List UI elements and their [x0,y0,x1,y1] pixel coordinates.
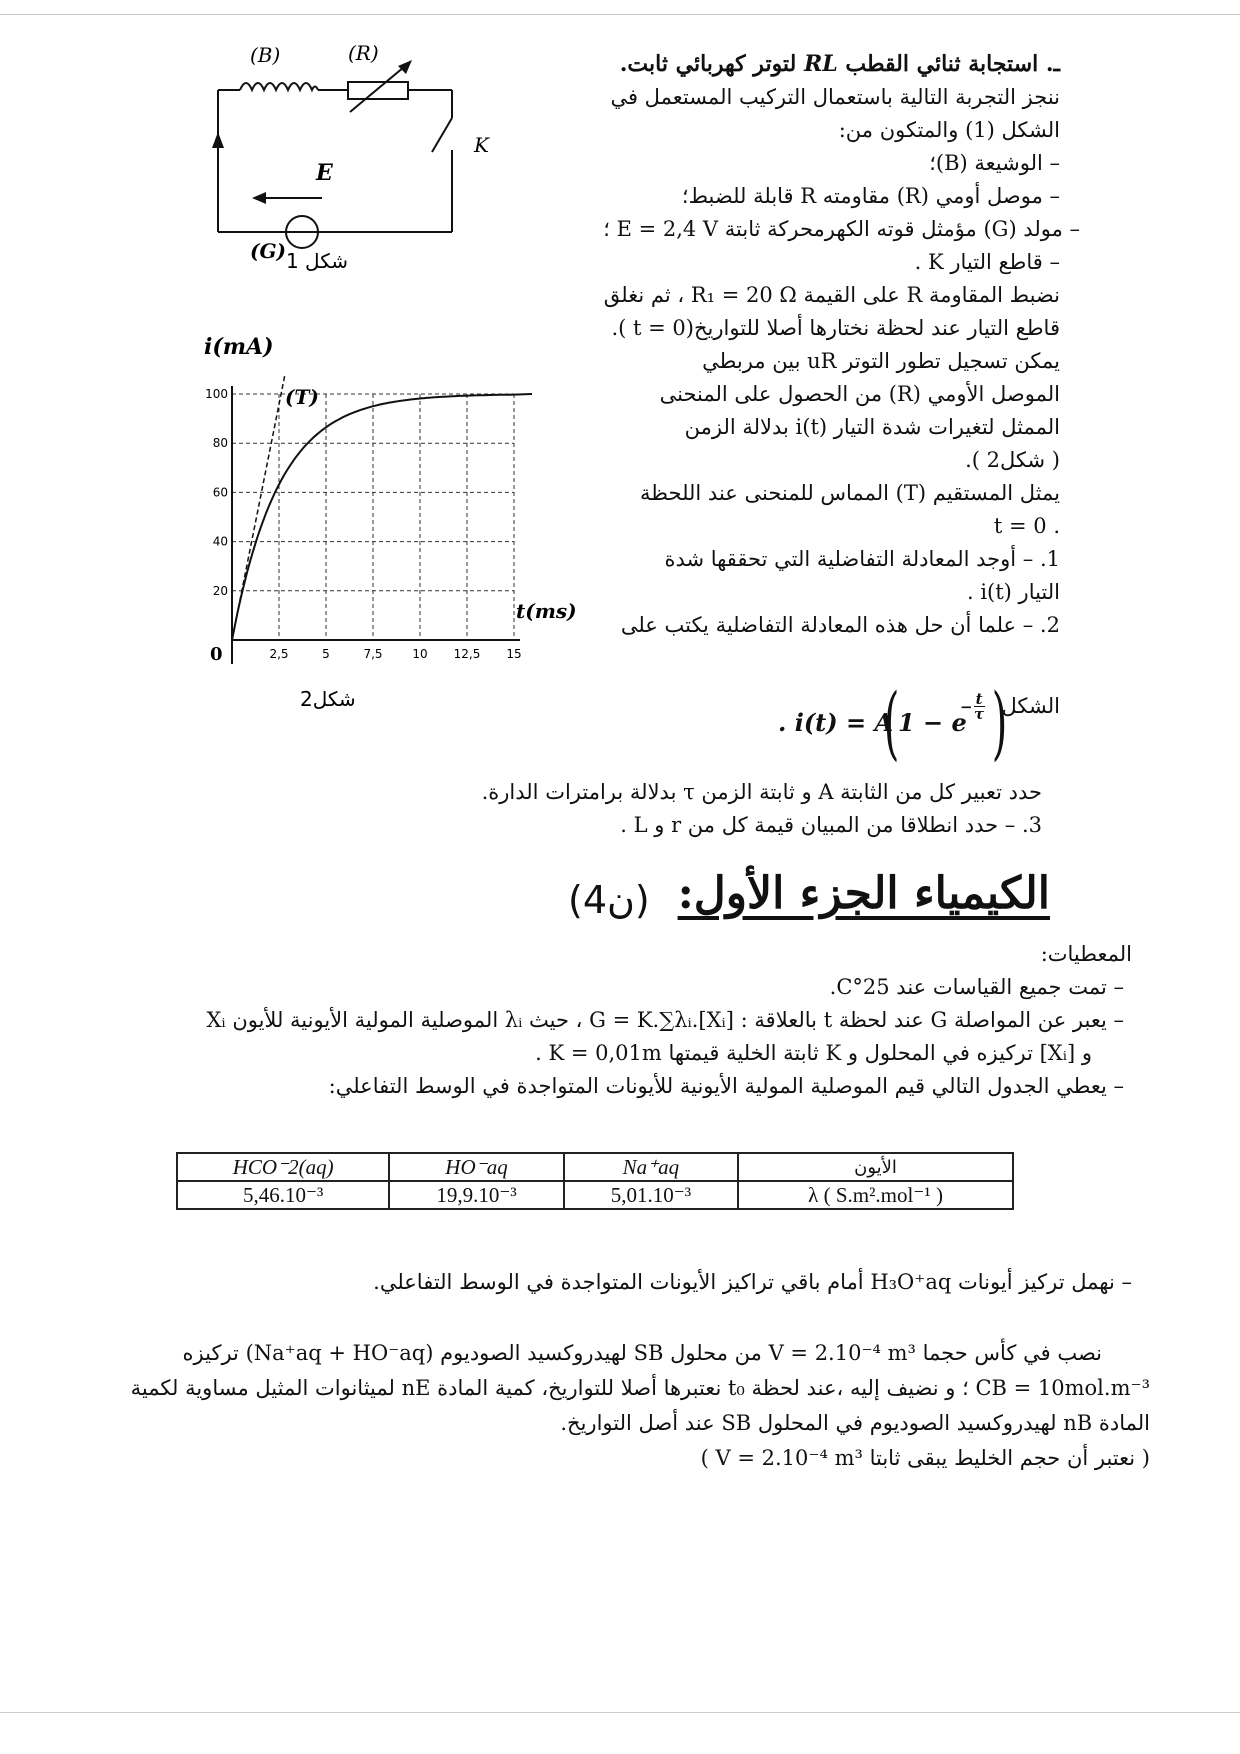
physics-line: التيار i(t) . [966,580,1060,604]
top-border-line [0,14,1240,15]
physics-line: حدد تعبير كل من الثابتة A و ثابتة الزمن τ بدلالة برامترات الدارة. [481,780,1042,804]
origin-label: 0 [210,644,223,665]
physics-line: – مولد (G) مؤمثل قوته الكهرمحركة ثابتة E = 2,4 V ؛ [603,217,1080,241]
y-tick-label: 100 [205,387,228,401]
physics-line: 3. – حدد انطلاقا من المبيان قيمة كل من r و L . [620,813,1042,837]
y-tick-label: 40 [212,534,228,549]
arrow-e-head [252,192,266,204]
y-axis-title: i(mA) [204,334,274,360]
x-tick-label: 10 [412,647,428,661]
table-cell: λ ( S.m².mol⁻¹ ) [738,1181,1013,1209]
y-tick-label: 60 [212,485,228,500]
conductivity-table [176,1152,1014,1210]
chemistry-title: الكيمياء الجزء الأول: [677,868,1050,919]
data-bullet: – يعطي الجدول التالي قيم الموصلية المولية الأيونية للأيونات المتواجدة في الوسط التفاعلي: [328,1074,1124,1098]
graph-caption: شكل2 [300,687,356,711]
x-tick-label: 15 [506,647,522,661]
para-line: نصب في كأس حجما V = 2.10⁻⁴ m³ من محلول SB لهيدروكسيد الصوديوم (Na⁺aq + HO⁻aq) تركيزه [182,1341,1102,1365]
x-tick-label: 7,5 [363,647,383,661]
chemistry-data [80,938,1132,1103]
data-bullet: و [Xᵢ] تركيزه في المحلول و K ثابتة الخلية قيمتها K = 0,01m . [535,1041,1092,1065]
formula-lhs: . i(t) = A [778,708,894,737]
physics-line: نضبط المقاومة R على القيمة R₁ = 20 Ω ، ثم نغلق [603,283,1060,307]
formula-inner: 1 − e [898,708,967,737]
x-tick-label: 12,5 [453,647,481,661]
data-bullet: – تمت جميع القياسات عند 25°C. [829,975,1124,999]
x-axis-title: t(ms) [516,599,577,623]
table-cell: 19,9.10⁻³ [389,1181,563,1209]
formula [778,676,1008,776]
chemistry-paragraph [50,1336,1150,1476]
physics-after [120,776,1042,842]
para-line: المادة nB لهيدروكسيد الصوديوم في المحلول SB عند أصل التواريخ. [560,1411,1150,1435]
neglect-line: – نهمل تركيز أيونات H₃O⁺aq أمام باقي تراكيز الأيونات المتواجدة في الوسط التفاعلي. [373,1270,1132,1294]
physics-text [520,48,1080,642]
emf-label: E [316,160,333,186]
formula-word: الشكل [1001,694,1060,718]
physics-line: – قاطع التيار K . [914,250,1060,274]
x-tick-label: 2,5 [269,647,289,661]
physics-line: يمثل المستقيم (T) المماس للمنحنى عند اللحظة [640,481,1060,505]
formula-exp-minus: − [960,697,973,716]
switch-label: K [474,133,489,157]
physics-line: 1. – أوجد المعادلة التفاضلية التي تحققها شدة [664,547,1060,571]
formula-close-paren: ) [991,676,1008,769]
table-cell: 5,46.10⁻³ [177,1181,389,1209]
formula-exponent [960,692,985,721]
para-line: CB = 10mol.m⁻³ ؛ و نضيف إليه ،عند لحظة t₀ نعتبرها أصلا للتواريخ، كمية المادة nE لميثانوات المثيل مساوية لكمية [130,1376,1150,1400]
data-heading: المعطيات: [1040,942,1132,966]
table-cell: 5,01.10⁻³ [564,1181,738,1209]
physics-line: يمكن تسجيل تطور التوتر uR بين مربطي [702,349,1060,373]
para-line: ( نعتبر أن حجم الخليط يبقى ثابتا V = 2.10⁻⁴ m³ ) [700,1446,1150,1470]
resistor-label: (R) [348,41,379,65]
formula-exp-numerator: t [975,690,983,708]
table-cell: HO⁻aq [389,1153,563,1181]
generator-label: (G) [250,239,287,263]
tangent-label: (T) [285,385,319,409]
table-cell: Na⁺aq [564,1153,738,1181]
physics-line: – موصل أومي (R) مقاومته R قابلة للضبط؛ [681,184,1060,208]
table-cell: الأيون [738,1153,1013,1181]
rheostat-arrow-head [398,60,412,74]
bottom-border-line [0,1712,1240,1713]
physics-line: الممثل لتغيرات شدة التيار i(t) بدلالة الزمن [684,415,1060,439]
table-row [177,1181,1013,1209]
formula-exp-denominator: τ [974,705,985,723]
x-tick-label: 5 [322,647,330,661]
physics-line: قاطع التيار عند لحظة نختارها أصلا للتواريخ(t = 0 ). [611,316,1060,340]
tangent-line [232,374,285,640]
y-tick-label: 80 [212,436,228,451]
physics-line: ننجز التجربة التالية باستعمال التركيب المستعمل في [610,85,1060,109]
table-row [177,1153,1013,1181]
circuit-caption: شكل 1 [285,249,348,273]
physics-line: الموصل الأومي (R) من الحصول على المنحنى [659,382,1060,406]
physics-line: الشكل (1) والمتكون من: [838,118,1060,142]
coil-label: (B) [250,43,281,67]
physics-line: . t = 0 [993,514,1060,538]
physics-line: 2. – علما أن حل هذه المعادلة التفاضلية يكتب على [620,613,1060,637]
physics-line: ( شكل2 ). [965,448,1060,472]
physics-title: ـ. استجابة ثنائي القطب RL لتوتر كهربائي ثابت. [619,51,1060,77]
chemistry-mark: (4ن) [568,878,650,922]
data-bullet: – يعبر عن المواصلة G عند لحظة t بالعلاقة : G = K.∑λᵢ.[Xᵢ] ، حيث λᵢ الموصلية المولية الأيونية للأيون Xᵢ [206,1008,1124,1032]
y-tick-label: 20 [212,583,228,598]
circuit-diagram [200,40,490,290]
table-cell: HCO⁻2(aq) [177,1153,389,1181]
current-arrow-head [212,132,224,148]
series-line-current [232,394,532,640]
physics-line: – الوشيعة (B)؛ [929,151,1060,175]
formula-open-paren: ( [883,676,900,769]
